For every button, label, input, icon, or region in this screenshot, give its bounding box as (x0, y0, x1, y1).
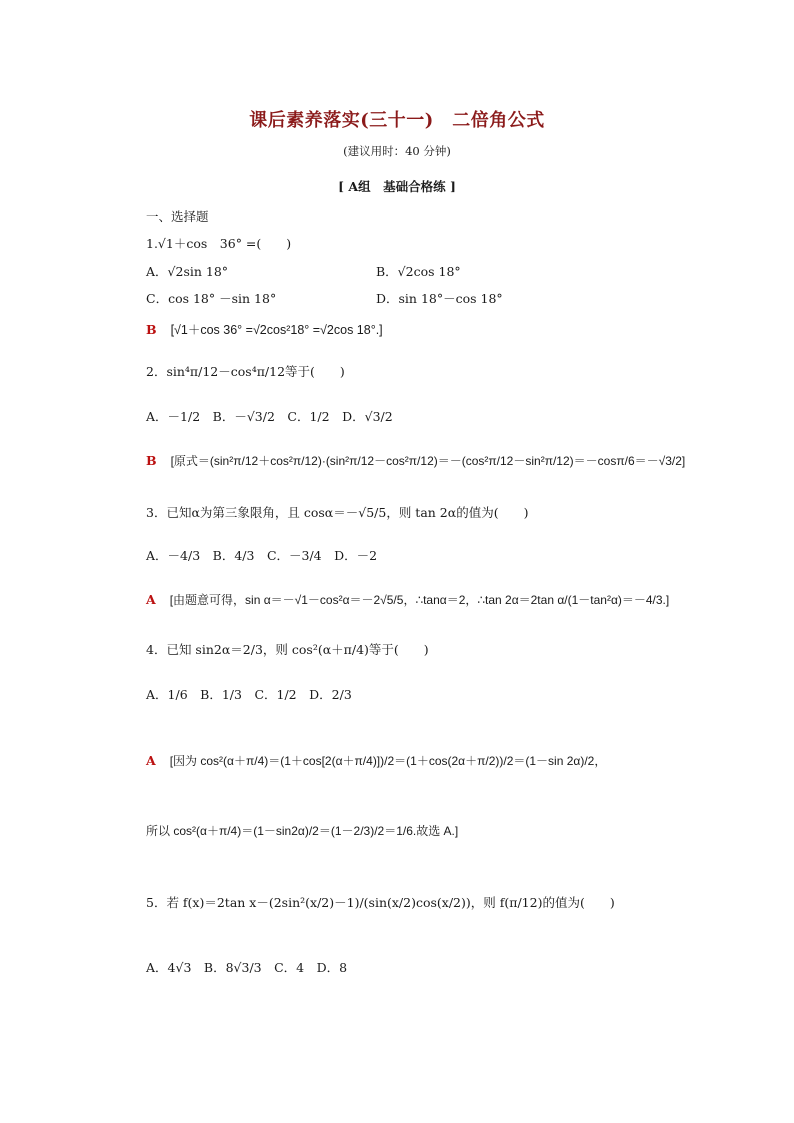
q3-options: A．－4/3 B．4/3 C．－3/4 D．－2 (146, 548, 378, 563)
q4-solution-text: [因为 cos²(α＋π/4)＝(1＋cos[2(α＋π/4)])/2＝(1＋cos(2α＋π/2))/2＝(1－sin 2α)/2， (169, 754, 607, 768)
q3-solution-text: [由题意可得，sin α＝－√1－cos²α＝－2√5/5，∴tanα＝2，∴tan 2α＝2tan α/(1－tan²α)＝－4/3.] (169, 593, 670, 607)
q4-solution (146, 752, 706, 769)
q1-stem: 1.√1＋cos 36° =( ) (146, 236, 292, 251)
q1-option-a: A．√2sin 18° (146, 264, 229, 279)
page-title: 课后素养落实(三十一) 二倍角公式 (249, 110, 545, 131)
q1-answer: B (146, 322, 157, 337)
q1-solution-text: [√1＋cos 36° =√2cos²18° =√2cos 18°.] (170, 323, 383, 337)
q2-answer: B (146, 453, 157, 468)
q5-options: A．4√3 B．8√3/3 C．4 D．8 (146, 960, 348, 975)
q1-solution (146, 320, 383, 338)
q2-solution (146, 452, 706, 469)
q1-option-d: D．sin 18°－cos 18° (376, 291, 503, 306)
q3-solution (146, 591, 706, 608)
q3-stem: 3．已知α为第三象限角，且 cosα＝－√5/5，则 tan 2α的值为( ) (146, 505, 529, 520)
q1-option-b: B．√2cos 18° (376, 264, 461, 279)
q4-options: A．1/6 B．1/3 C．1/2 D．2/3 (146, 687, 352, 702)
group-heading: [ A组 基础合格练 ] (338, 179, 456, 194)
q4-answer: A (146, 753, 156, 768)
q5-stem: 5．若 f(x)＝2tan x－(2sin²(x/2)－1)/(sin(x/2)cos(x/2))，则 f(π/12)的值为( ) (146, 895, 615, 910)
q1-option-c: C．cos 18° －sin 18° (146, 291, 277, 306)
q2-options: A．－1/2 B．－√3/2 C．1/2 D．√3/2 (146, 409, 393, 424)
section-heading: 一、选择题 (146, 209, 209, 224)
q4-solution-line2: 所以 cos²(α＋π/4)＝(1－sin2α)/2＝(1－2/3)/2＝1/6.故选 A.] (146, 824, 459, 838)
q2-stem: 2．sin⁴π/12－cos⁴π/12等于( ) (146, 364, 345, 379)
q3-answer: A (146, 592, 156, 607)
q2-solution-text: [原式＝(sin²π/12＋cos²π/12)·(sin²π/12－cos²π/12)＝－(cos²π/12－sin²π/12)＝－cosπ/6＝－√3/2] (170, 454, 686, 468)
q4-stem: 4．已知 sin2α＝2/3，则 cos²(α＋π/4)等于( ) (146, 642, 429, 657)
suggested-time: (建议用时：40 分钟) (343, 144, 451, 158)
